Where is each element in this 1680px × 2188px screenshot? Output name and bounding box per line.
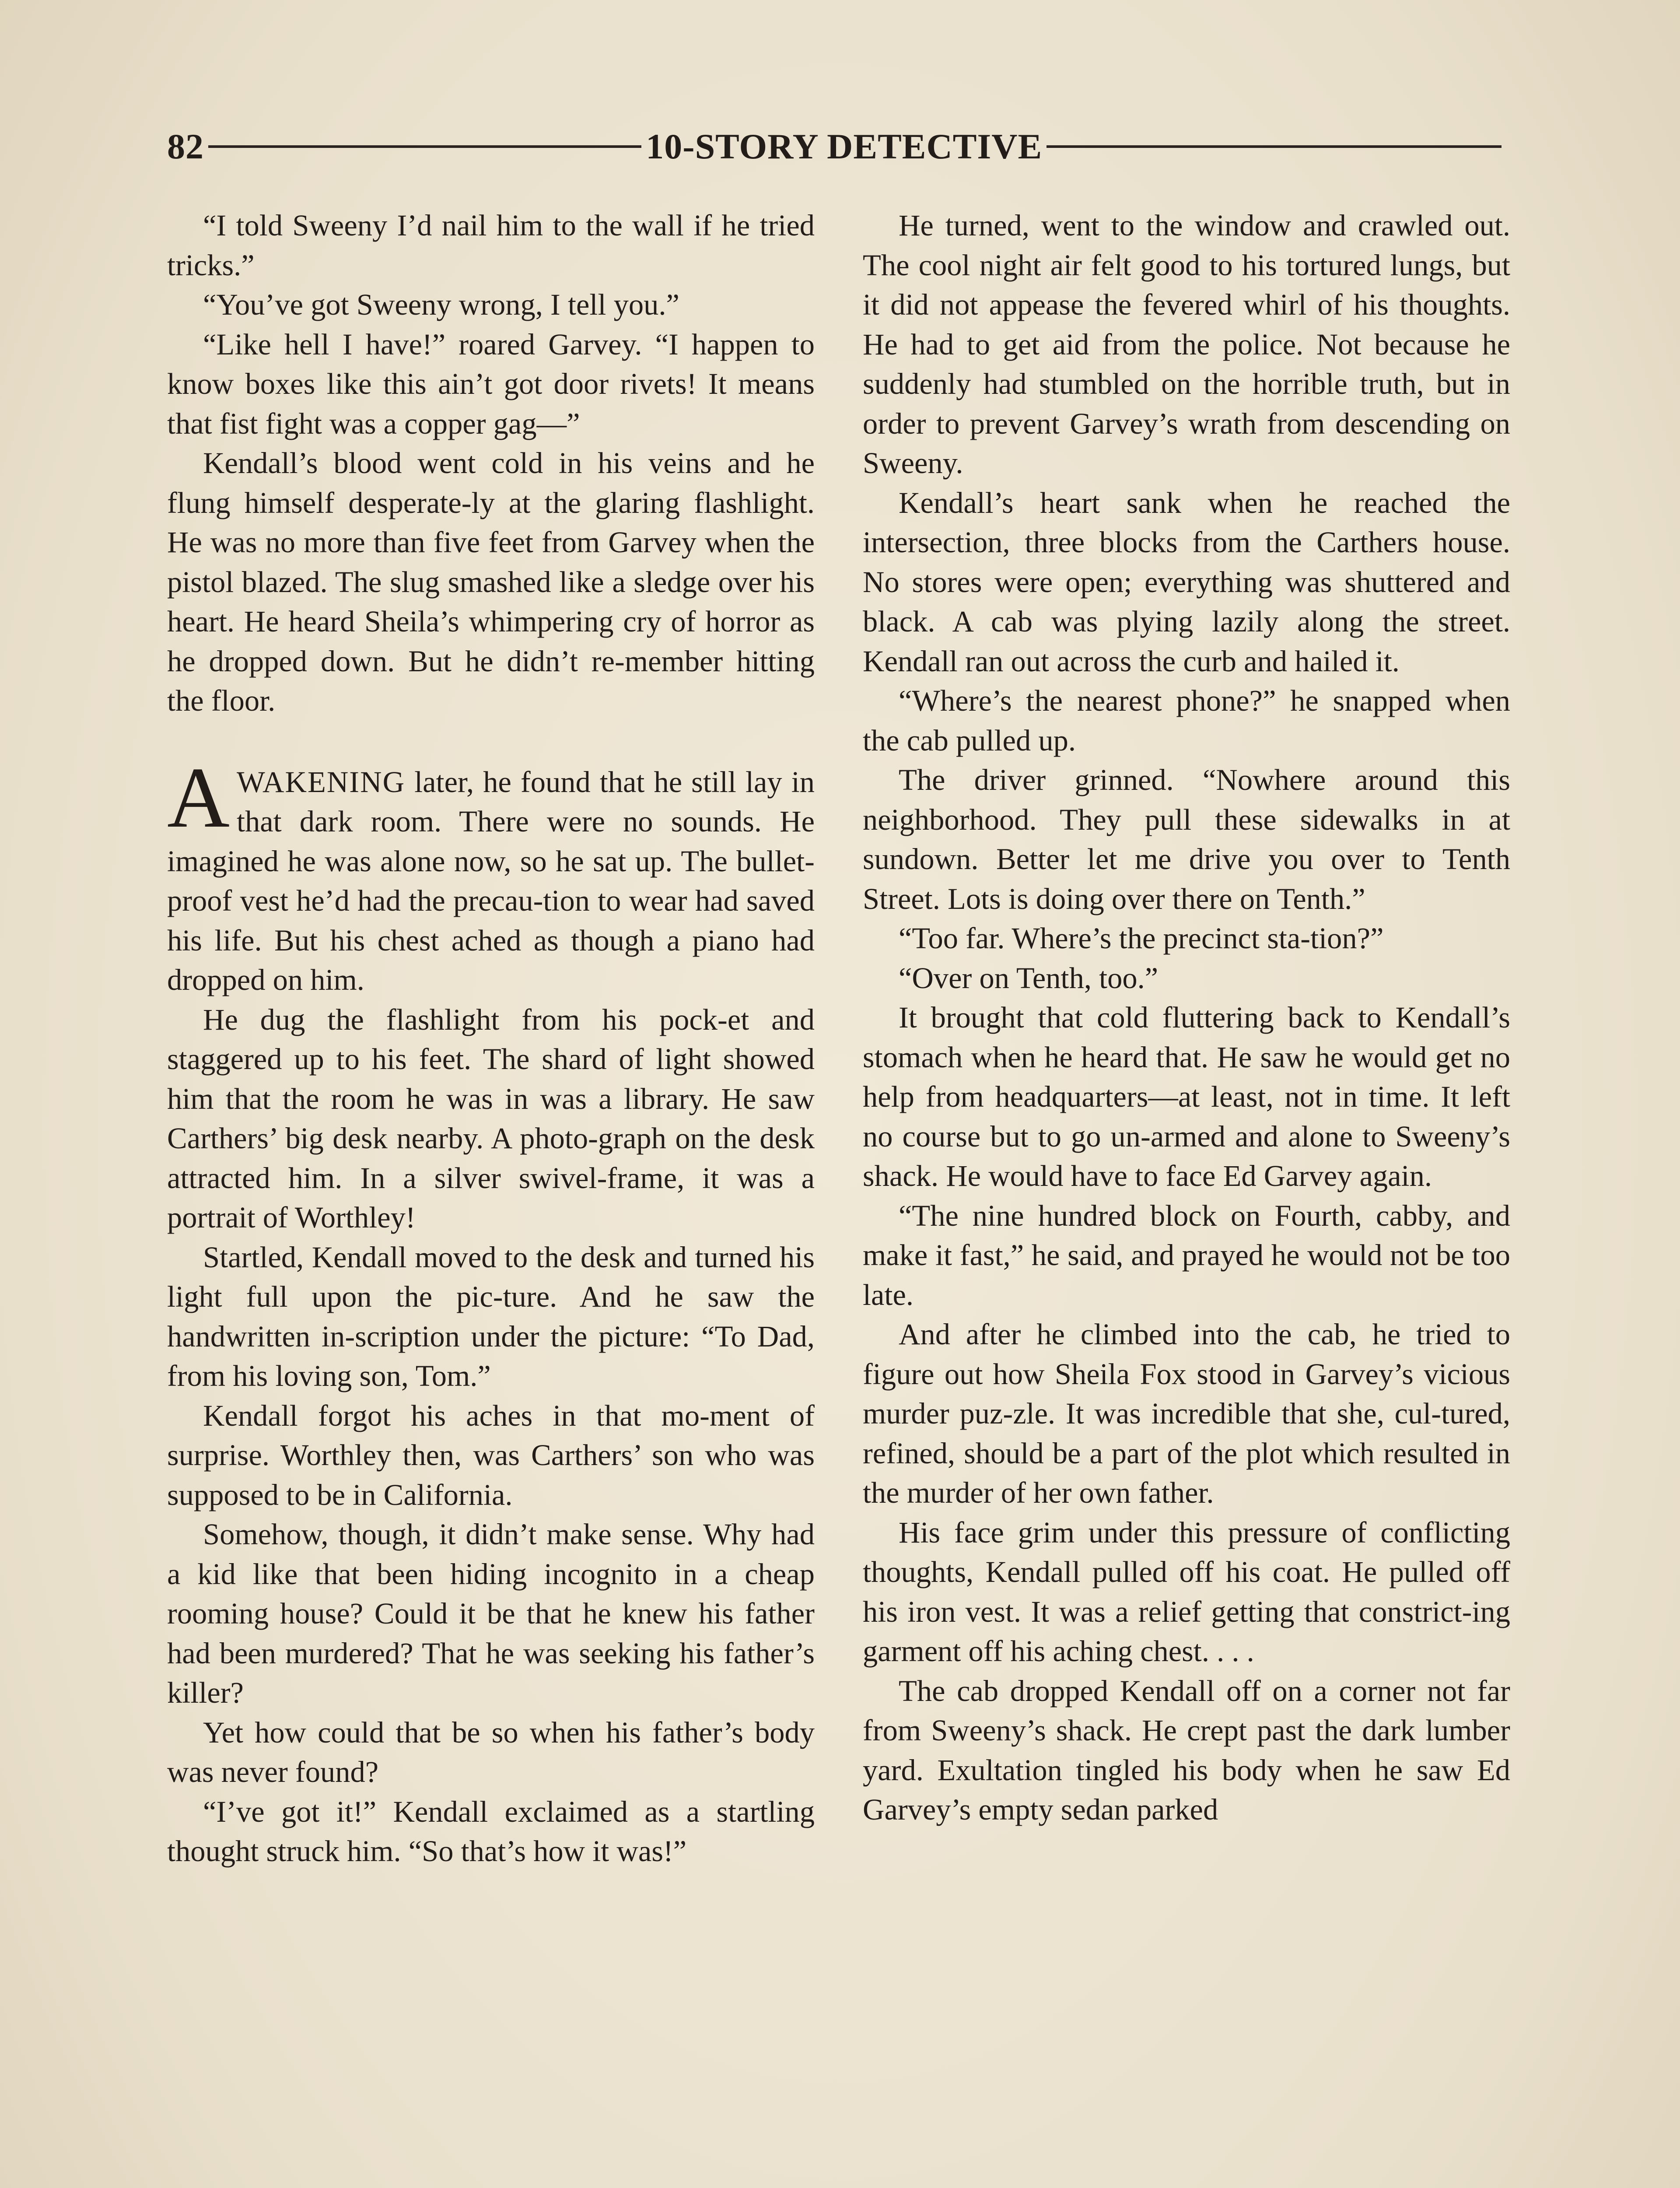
paragraph: “The nine hundred block on Fourth, cabby, and make it fast,” he said, and prayed he would not be too late.	[863, 1199, 1510, 1311]
paragraph: “You’ve got Sweeny wrong, I tell you.”	[203, 288, 679, 321]
drop-cap-paragraph-text: later, he found that he still lay in that dark room. There were no sounds. He imagined he was alone now, so he sat up. The bullet-proof vest he’d had the precau-tion to wear had saved his life. But his chest ached as though a piano had dropped on him.	[167, 765, 815, 996]
paragraph: “Where’s the nearest phone?” he snapped when the cab pulled up.	[863, 684, 1510, 757]
paragraph: And after he climbed into the cab, he tried to figure out how Sheila Fox stood in Garvey’s vicious murder puz-zle. It was incredible that she, cul-tured, refined, should be a part of the plot which resulted in the murder of her own father.	[863, 1318, 1510, 1509]
paragraph: It brought that cold fluttering back to Kendall’s stomach when he heard that. He saw he would get no help from headquarters—at least, not in time. It left no course but to go un-armed and alone to Sweeny’s shack. He would have to face Ed Garvey again.	[863, 1001, 1510, 1192]
paragraph: “Over on Tenth, too.”	[899, 961, 1158, 995]
paragraph: Yet how could that be so when his father’s body was never found?	[167, 1715, 815, 1788]
left-column	[167, 206, 815, 1871]
paragraph: Kendall’s heart sank when he reached the intersection, three blocks from the Carthers house. No stores were open; everything was shuttered and black. A cab was plying lazily along the street. Kendall ran out across the curb and hailed it.	[863, 486, 1510, 678]
paragraph: “I told Sweeny I’d nail him to the wall if he tried tricks.”	[167, 209, 815, 282]
paragraph: He dug the flashlight from his pock-et and staggered up to his feet. The shard of light showed him that the room he was in was a library. He saw Carthers’ big desk nearby. A photo-graph on the desk attracted him. In a silver swivel-frame, it was a portrait of Worthley!	[167, 1003, 815, 1234]
paragraph: Startled, Kendall moved to the desk and turned his light full upon the pic-ture. And he saw the handwritten in-scription under the picture: “To Dad, from his loving son, Tom.”	[167, 1240, 815, 1392]
section-break	[167, 721, 815, 762]
paragraph: “Like hell I have!” roared Garvey. “I happen to know boxes like this ain’t got door rivets! It means that fist fight was a copper gag—”	[167, 327, 815, 440]
paragraph: “Too far. Where’s the precinct sta-tion?”	[899, 922, 1384, 955]
magazine-title: 10-STORY DETECTIVE	[646, 126, 1043, 166]
header-rule-right	[1046, 145, 1502, 148]
paragraph: His face grim under this pressure of conflicting thoughts, Kendall pulled off his coat. He pulled off his iron vest. It was a relief getting that constrict-ing garment off his aching chest. . . .	[863, 1515, 1510, 1668]
paragraph: Kendall forgot his aches in that mo-ment of surprise. Worthley then, was Carthers’ son who was supposed to be in California.	[167, 1399, 815, 1511]
drop-cap-lead: WAKENING	[237, 765, 406, 799]
page-header	[167, 127, 1506, 166]
paragraph: He turned, went to the window and crawled out. The cool night air felt good to his tortured lungs, but it did not appease the fevered whirl of his thoughts. He had to get aid from the police. Not because he suddenly had stumbled on the horrible truth, but in order to prevent Garvey’s wrath from descending on Sweeny.	[863, 209, 1510, 480]
drop-cap: A	[167, 749, 230, 845]
paragraph: The cab dropped Kendall off on a corner not far from Sweeny’s shack. He crept past the dark lumber yard. Exultation tingled his body when he saw Ed Garvey’s empty sedan parked	[863, 1674, 1510, 1826]
header-rule-left	[208, 145, 641, 148]
drop-cap-paragraph	[167, 749, 815, 1000]
paragraph: Somehow, though, it didn’t make sense. Why had a kid like that been hiding incognito in a cheap rooming house? Could it be that he knew his father had been murdered? That he was seeking his father’s killer?	[167, 1518, 815, 1709]
paragraph: The driver grinned. “Nowhere around this neighborhood. They pull these sidewalks in at sundown. Better let me drive you over to Tenth Street. Lots is doing over there on Tenth.”	[863, 763, 1510, 915]
paragraph: “I’ve got it!” Kendall exclaimed as a startling thought struck him. “So that’s how it was!”	[167, 1795, 815, 1868]
paragraph: Kendall’s blood went cold in his veins and he flung himself desperate-ly at the glaring flashlight. He was no more than five feet from Garvey when the pistol blazed. The slug smashed like a sledge over his heart. He heard Sheila’s whimpering cry of horror as he dropped down. But he didn’t re-member hitting the floor.	[167, 446, 815, 717]
page-number: 82	[167, 126, 204, 166]
right-column	[863, 206, 1510, 1830]
